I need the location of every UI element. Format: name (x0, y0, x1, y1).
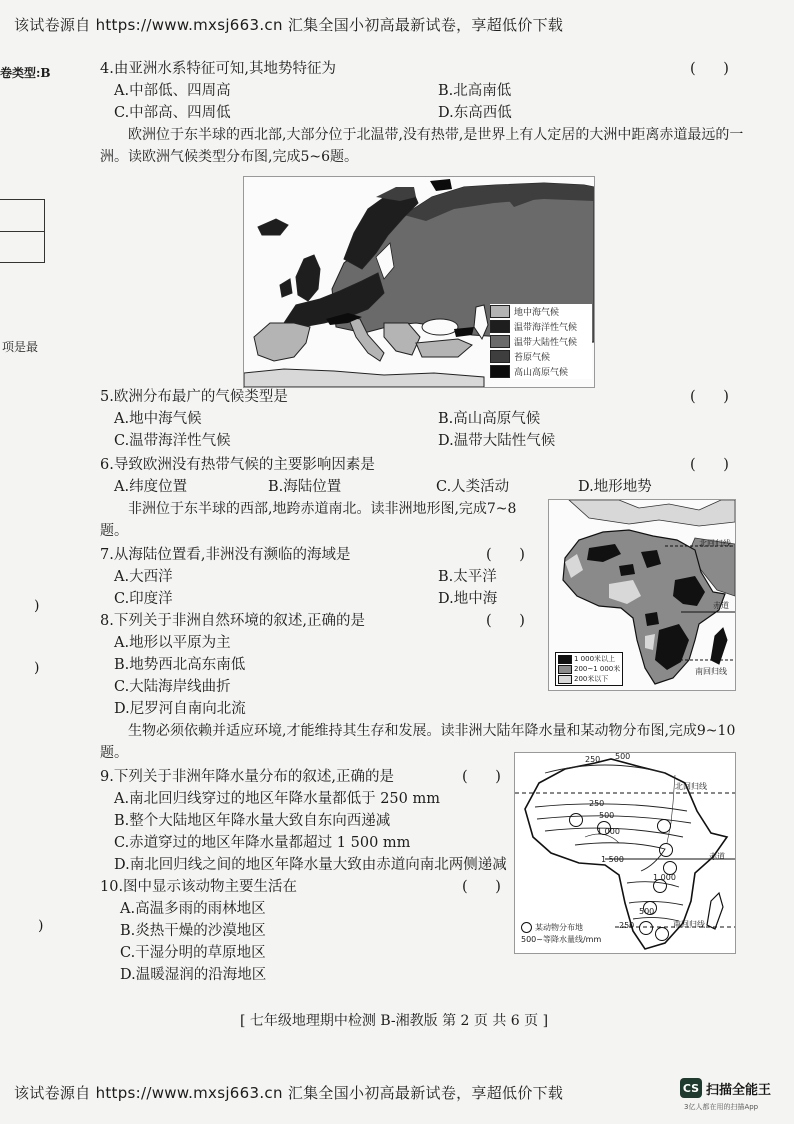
exam-type-label: 卷类型:B (0, 66, 51, 80)
q9-stem: 9.下列关于非洲年降水量分布的叙述,正确的是 (100, 769, 394, 785)
legend-swatch (490, 335, 510, 348)
q6-stem: 6.导致欧洲没有热带气候的主要影响因素是 (100, 457, 375, 473)
q6-option-b: B.海陆位置 (268, 479, 342, 495)
animal-site-circle (639, 921, 653, 935)
isohyet-label: 250 (589, 799, 605, 808)
europe-legend-item (490, 349, 592, 364)
q8-option-c: C.大陆海岸线曲折 (114, 679, 231, 695)
isohyet-label: 500 (615, 752, 631, 761)
legend-label: 500~等降水量线/mm (521, 934, 602, 944)
q7-bracket: ( ) (486, 547, 525, 563)
africa-rainfall-map (514, 752, 736, 954)
legend-label: 高山高原气候 (514, 368, 569, 378)
score-box (0, 199, 45, 263)
africa-equator-label: 赤道 (713, 601, 729, 610)
q8-option-b: B.地势西北高东南低 (114, 657, 246, 673)
q5-option-a: A.地中海气候 (114, 411, 202, 427)
isohyet-label: 500 (639, 907, 655, 916)
margin-paren-2: ) (34, 660, 40, 676)
europe-intro: 欧洲位于东半球的西北部,大部分位于北温带,没有热带,是世界上有人定居的大洲中距离赤道最远的一洲。读欧洲气候类型分布图,完成5~6题。 (100, 127, 744, 165)
animal-intro: 生物必须依赖并适应环境,才能维持其生存和发展。读非洲大陆年降水量和某动物分布图,完成9~10题。 (100, 723, 736, 761)
q5-bracket: ( ) (690, 389, 729, 405)
legend-swatch (490, 305, 510, 318)
margin-note: 项是最 (2, 340, 39, 354)
watermark-top: 该试卷源自 https://www.mxsj663.cn 汇集全国小初高最新试卷，享超低价下载 (14, 16, 564, 34)
q10-option-c: C.干湿分明的草原地区 (120, 945, 266, 961)
legend-swatch (490, 350, 510, 363)
legend-swatch (558, 665, 572, 674)
europe-legend-item (490, 364, 592, 379)
europe-legend-item (490, 334, 592, 349)
africa-tropic-north-label: 北回归线 (699, 539, 731, 548)
animal-site-circle (659, 843, 673, 857)
africa-relief-map (548, 499, 736, 691)
europe-legend (490, 304, 592, 379)
africa-tropic-south-label: 南回归线 (695, 667, 727, 676)
q9-bracket: ( ) (462, 769, 501, 785)
page-footer: [ 七年级地理期中检测 B-湘教版 第 2 页 共 6 页 ] (240, 1013, 549, 1029)
legend-label: 200~1 000米 (574, 665, 621, 673)
q4-option-c: C.中部高、四周低 (114, 105, 231, 121)
q6-bracket: ( ) (690, 457, 729, 473)
scanner-badge (680, 1078, 771, 1098)
q7-option-a: A.大西洋 (114, 569, 173, 585)
q9-option-c: C.赤道穿过的地区年降水量都超过 1 500 mm (114, 835, 411, 851)
isohyet-label: 1 500 (601, 855, 624, 864)
legend-label: 1 000米以上 (574, 655, 616, 663)
legend-swatch (490, 320, 510, 333)
q7-option-c: C.印度洋 (114, 591, 173, 607)
cs-logo-icon: CS (680, 1078, 702, 1098)
relief-legend-item (558, 654, 620, 664)
margin-paren-3: ) (38, 918, 44, 934)
q9-option-b: B.整个大陆地区年降水量大致自东向西递减 (114, 813, 391, 829)
isohyet-label: 250 (619, 921, 635, 930)
watermark-bottom: 该试卷源自 https://www.mxsj663.cn 汇集全国小初高最新试卷，享超低价下载 (14, 1084, 564, 1102)
q8-option-d: D.尼罗河自南向北流 (114, 701, 246, 717)
q6-option-a: A.纬度位置 (114, 479, 188, 495)
q4-bracket: ( ) (690, 61, 729, 77)
q9-option-d: D.南北回归线之间的地区年降水量大致由赤道向南北两侧递减 (114, 857, 507, 873)
q7-option-b: B.太平洋 (438, 569, 497, 585)
isohyet-label: 500 (599, 811, 615, 820)
margin-paren-1: ) (34, 598, 40, 614)
q4-stem: 4.由亚洲水系特征可知,其地势特征为 (100, 61, 336, 77)
q7-stem: 7.从海陆位置看,非洲没有濒临的海域是 (100, 547, 351, 563)
q8-stem: 8.下列关于非洲自然环境的叙述,正确的是 (100, 613, 365, 629)
animal-site-circle (569, 813, 583, 827)
q4-option-d: D.东高西低 (438, 105, 512, 121)
q5-option-d: D.温带大陆性气候 (438, 433, 556, 449)
rain-tropic-north-label: 北回归线 (675, 782, 707, 791)
isohyet-label: 1 000 (653, 873, 676, 882)
q5-stem: 5.欧洲分布最广的气候类型是 (100, 389, 288, 405)
q8-bracket: ( ) (486, 613, 525, 629)
q4-option-a: A.中部低、四周高 (114, 83, 231, 99)
rain-legend (521, 921, 601, 945)
rain-legend-item (521, 921, 601, 933)
q7-option-d: D.地中海 (438, 591, 498, 607)
animal-site-circle (657, 819, 671, 833)
rain-legend-item (521, 933, 601, 945)
legend-label: 苔原气候 (514, 353, 551, 363)
scanner-sub: 3亿人都在用的扫描App (684, 1103, 759, 1111)
q5-option-b: B.高山高原气候 (438, 411, 541, 427)
legend-swatch (558, 675, 572, 684)
europe-legend-item (490, 319, 592, 334)
legend-label: 200米以下 (574, 675, 609, 683)
q6-option-c: C.人类活动 (436, 479, 510, 495)
q9-option-a: A.南北回归线穿过的地区年降水量都低于 250 mm (114, 791, 440, 807)
q10-option-a: A.高温多雨的雨林地区 (120, 901, 266, 917)
europe-legend-item (490, 304, 592, 319)
isohyet-label: 250 (585, 755, 601, 764)
circle-icon (521, 922, 532, 933)
africa-relief-legend (555, 652, 623, 686)
rain-equator-label: 赤道 (709, 852, 725, 861)
legend-label: 温带海洋性气候 (514, 323, 578, 333)
q8-option-a: A.地形以平原为主 (114, 635, 231, 651)
q4-option-b: B.北高南低 (438, 83, 512, 99)
q10-option-d: D.温暖湿润的沿海地区 (120, 967, 267, 983)
isohyet-label: 1 000 (597, 827, 620, 836)
europe-climate-map (243, 176, 595, 388)
rain-tropic-south-label: 南回归线 (673, 920, 705, 929)
relief-legend-item (558, 674, 620, 684)
legend-swatch (558, 655, 572, 664)
legend-label: 某动物分布地 (535, 922, 583, 932)
q6-option-d: D.地形地势 (578, 479, 652, 495)
animal-site-circle (655, 927, 669, 941)
scanner-name: 扫描全能王 (706, 1082, 772, 1098)
relief-legend-item (558, 664, 620, 674)
q5-option-c: C.温带海洋性气候 (114, 433, 231, 449)
q10-bracket: ( ) (462, 879, 501, 895)
legend-label: 地中海气候 (514, 308, 560, 318)
q10-stem: 10.图中显示该动物主要生活在 (100, 879, 298, 895)
africa-intro: 非洲位于东半球的西部,地跨赤道南北。读非洲地形图,完成7~8题。 (100, 501, 517, 539)
q10-option-b: B.炎热干燥的沙漠地区 (120, 923, 266, 939)
legend-swatch (490, 365, 510, 378)
legend-label: 温带大陆性气候 (514, 338, 578, 348)
